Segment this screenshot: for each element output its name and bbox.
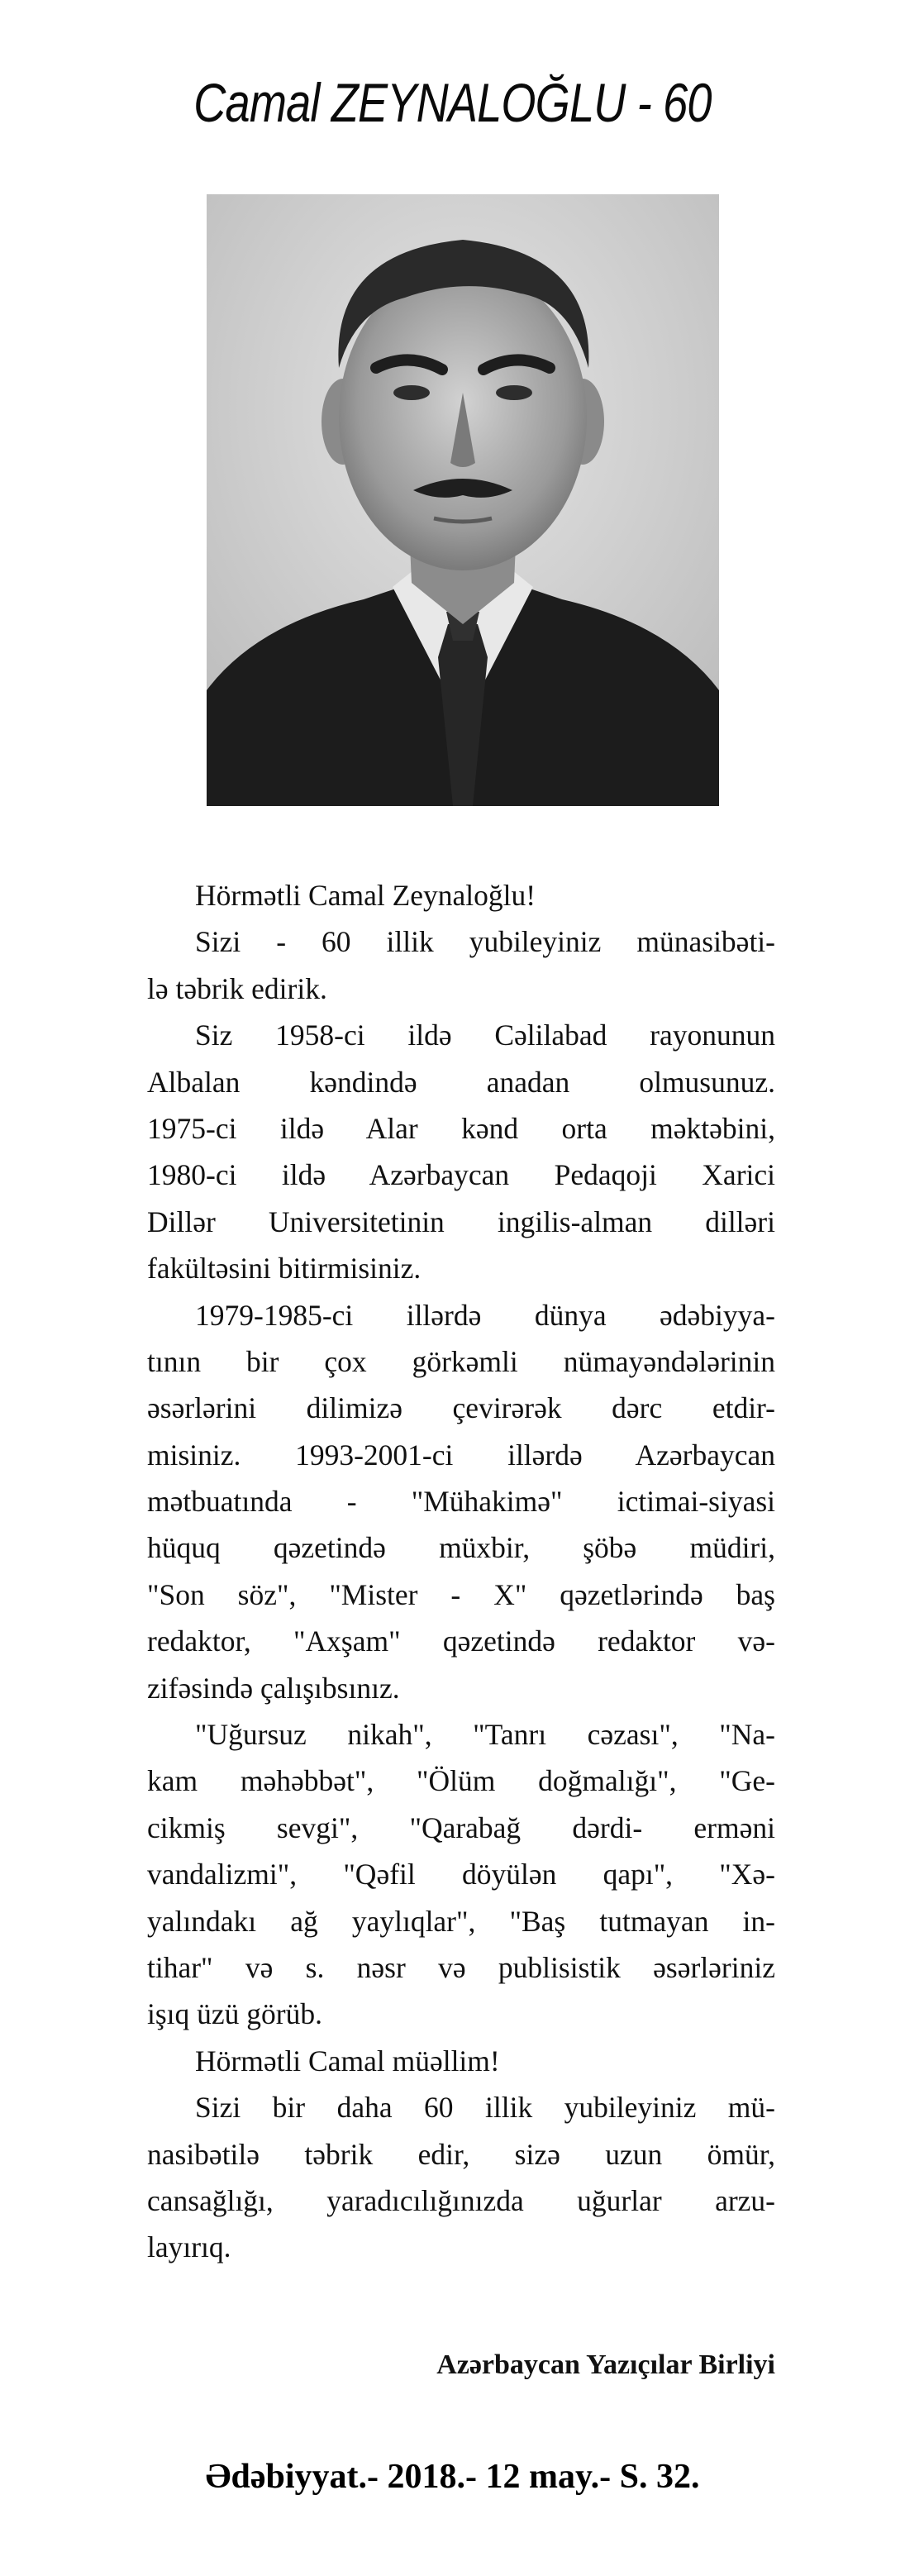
- article-body: [147, 872, 775, 2271]
- article-line: 1979-1985-ci illərdə dünya ədəbiyya-: [195, 1298, 775, 1332]
- article-line: zifəsində çalışıbsınız.: [147, 1671, 400, 1705]
- article-line: Siz 1958-ci ildə Cəlilabad rayonunun: [195, 1018, 775, 1052]
- signature: Azərbaycan Yazıçılar Birliyi: [436, 2349, 775, 2380]
- portrait-photo: [207, 194, 719, 806]
- article-line: hüquq qəzetində müxbir, şöbə müdiri,: [147, 1531, 775, 1565]
- article-line: Hörmətli Camal Zeynaloğlu!: [195, 879, 536, 912]
- article-line: "Son söz", "Mister - X" qəzetlərində baş: [147, 1577, 775, 1611]
- article-line: nasibətilə təbrik edir, sizə uzun ömür,: [147, 2137, 775, 2171]
- article-line: tihar" və s. nəsr və publisistik əsərləriniz: [147, 1950, 775, 1984]
- article-line: kam məhəbbət", "Ölüm doğmalığı", "Ge-: [147, 1764, 775, 1798]
- article-line: Sizi - 60 illik yubileyiniz münasibəti-: [195, 925, 775, 959]
- article-line: layırıq.: [147, 2230, 231, 2264]
- article-line: Hörmətli Camal müəllim!: [195, 2044, 500, 2077]
- article-line: cansağlığı, yaradıcılığınızda uğurlar arzu-: [147, 2183, 775, 2217]
- article-line: işıq üzü görüb.: [147, 1997, 322, 2031]
- source-citation: Ədəbiyyat.- 2018.- 12 may.- S. 32.: [205, 2458, 700, 2496]
- article-line: əsərlərini dilimizə çevirərək dərc etdir-: [147, 1391, 775, 1425]
- portrait-icon: [207, 194, 719, 806]
- article-line: Albalan kəndində anadan olmusunuz.: [147, 1065, 775, 1099]
- article-line: misiniz. 1993-2001-ci illərdə Azərbaycan: [147, 1438, 775, 1472]
- article-line: redaktor, "Axşam" qəzetində redaktor və-: [147, 1624, 775, 1658]
- article-line: "Uğursuz nikah", "Tanrı cəzası", "Na-: [195, 1718, 775, 1752]
- article-line: Sizi bir daha 60 illik yubileyiniz mü-: [195, 2091, 775, 2125]
- article-line: yalındakı ağ yaylıqlar", "Baş tutmayan in-: [147, 1904, 775, 1938]
- article-line: lə təbrik edirik.: [147, 971, 327, 1005]
- article-line: cikmiş sevgi", "Qarabağ dərdi- erməni: [147, 1810, 775, 1844]
- article-line: tının bir çox görkəmli nümayəndələrinin: [147, 1344, 775, 1378]
- article-line: Dillər Universitetinin ingilis-alman dilləri: [147, 1205, 775, 1238]
- article-line: 1980-ci ildə Azərbaycan Pedaqoji Xarici: [147, 1158, 775, 1192]
- page-title: Camal ZEYNALOĞLU - 60: [193, 72, 712, 133]
- article-line: 1975-ci ildə Alar kənd orta məktəbini,: [147, 1111, 775, 1145]
- article-line: vandalizmi", "Qəfil döyülən qapı", "Xə-: [147, 1858, 775, 1891]
- article-line: fakültəsini bitirmisiniz.: [147, 1252, 422, 1286]
- article-line: mətbuatında - "Mühakimə" ictimai-siyasi: [147, 1485, 775, 1519]
